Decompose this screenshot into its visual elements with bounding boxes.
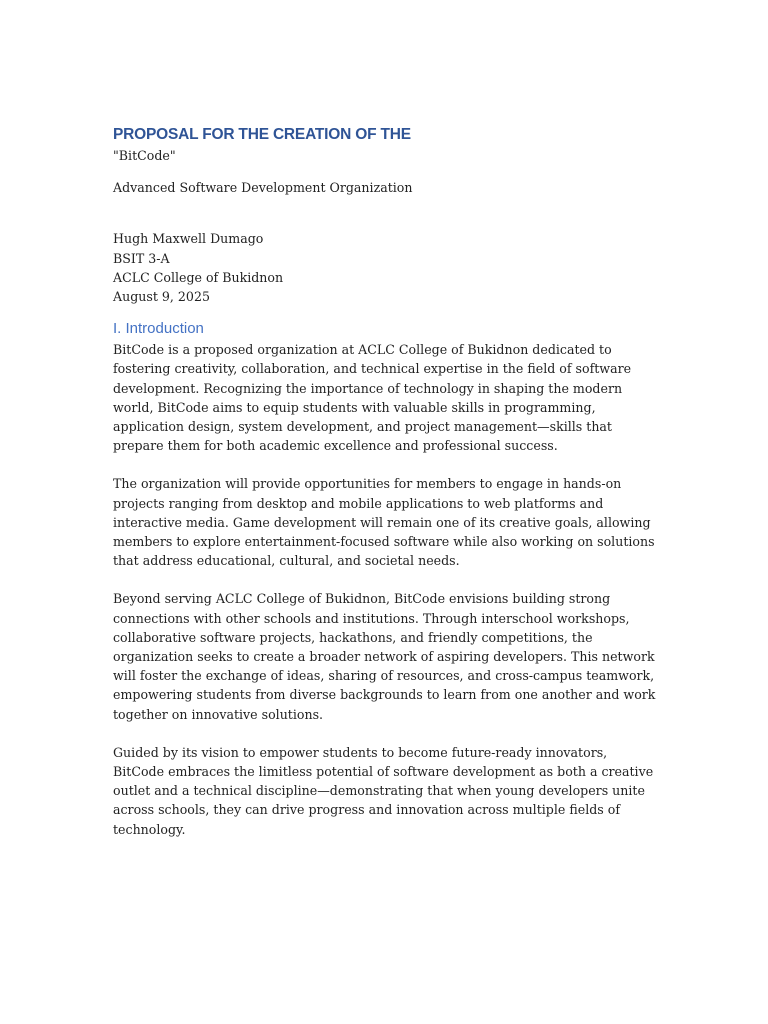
section-heading-introduction: I. Introduction (113, 320, 204, 338)
author-school: ACLC College of Bukidnon (113, 269, 284, 285)
introduction-body (113, 340, 658, 839)
paragraph: The organization will provide opportunities for members to engage in hands-on projects ranging from desktop and mobile applications to web platforms and interactive media. Game development will remain one of its creative goals, allowing members to explore entertainment-focused software while also working on solutions that address educational, cultural, and societal needs. (113, 476, 655, 569)
document-content (113, 124, 658, 858)
document-title: PROPOSAL FOR THE CREATION OF THE (113, 126, 411, 143)
document-subtitle: "BitCode" (113, 148, 176, 163)
author-name: Hugh Maxwell Dumago (113, 231, 264, 247)
organization-name: Advanced Software Development Organization (113, 180, 413, 196)
author-section: BSIT 3-A (113, 250, 170, 266)
paragraph: Beyond serving ACLC College of Bukidnon, BitCode envisions building strong connections with other schools and institutions. Through interschool workshops, collaborative software projects, hackathons, and friendly competitions, the organization seeks to create a broader network of aspiring developers. This network will foster the exchange of ideas, sharing of resources, and cross-campus teamwork, empowering students from diverse backgrounds to learn from one another and work together on innovative solutions. (113, 591, 656, 722)
paragraph: BitCode is a proposed organization at ACLC College of Bukidnon dedicated to fostering creativity, collaboration, and technical expertise in the field of software development. Recognizing the importance of technology in shaping the modern world, BitCode aims to equip students with valuable skills in programming, application design, system development, and project management—skills that prepare them for both academic excellence and professional success. (113, 342, 632, 454)
paragraph: Guided by its vision to empower students to become future-ready innovators, BitCode embraces the limitless potential of software development as both a creative outlet and a technical discipline—demonstrating that when young developers unite across schools, they can drive progress and innovation across multiple fields of technology. (113, 744, 654, 837)
author-block (113, 229, 658, 306)
document-date: August 9, 2025 (113, 289, 210, 305)
